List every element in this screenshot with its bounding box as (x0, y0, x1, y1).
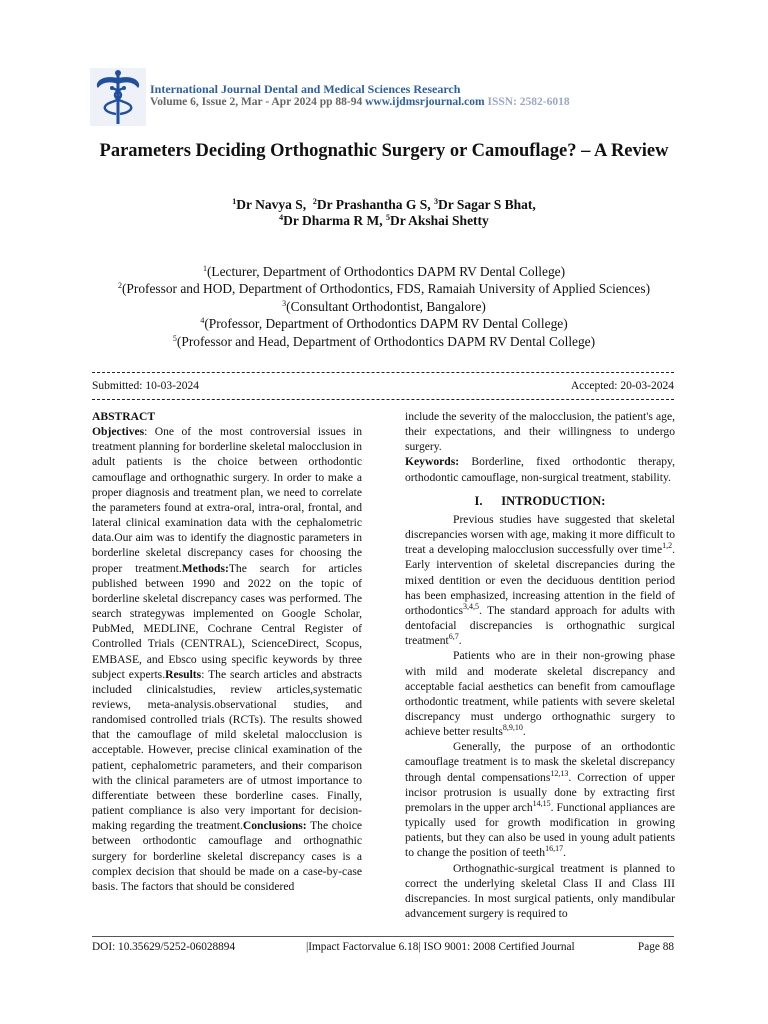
intro-paragraph: Generally, the purpose of an orthodontic camouflage treatment is to mask the skeletal discrepancy through dental compensations$^{12,13}$. Correction of upper incisor protrusion is usually done by extracting first premolars in the upper arch$^{14,15}$. Functional appliances are typically used for growth modification in growing patients, but they can also be used in young adult patients to change the position of teeth$^{16,17}$. (405, 740, 675, 860)
journal-issue-line (150, 96, 570, 108)
right-column (405, 409, 675, 921)
affiliation-item: $^2$(Professor and HOD, Department of Orthodontics, FDS, Ramaiah University of Applied Sciences) (117, 281, 651, 297)
affiliation-item: $^4$(Professor, Department of Orthodontics DAPM RV Dental College) (200, 316, 568, 332)
page-number: Page 88 (637, 941, 674, 953)
affiliation-item: $^5$(Professor and Head, Department of Orthodontics DAPM RV Dental College) (172, 333, 596, 349)
caduceus-icon (90, 68, 146, 126)
issn: ISSN: 2582-6018 (487, 96, 570, 108)
abstract-column (92, 409, 362, 894)
abstract-heading: ABSTRACT (92, 410, 156, 423)
abstract-body: Objectives: One of the most controversial issues in treatment planning for borderline skeletal malocclusion in adult patients is the choice between orthodontic camouflage and orthognathic surgery. In order to make a proper diagnosis and treatment plan, we need to correlate the parameters found at extra-oral, intra-oral, frontal, and lateral clinical examination data with the cephalometric data.Our aim was to identify the diagnostic parameters in borderline skeletal discrepancy cases for choosing the proper treatment.Methods:The search for articles published between 1990 and 2022 on the topic of borderline skeletal discrepancy cases was performed. The search strategywas implemented on Google Scholar, PubMed, MEDLINE, Cochrane Central Register of Controlled Trials (CENTRAL), ScienceDirect, Scopus, EMBASE, and Ebsco using specific keywords by three subject experts.Results: The search articles and abstracts included clinicalstudies, review articles,systematic reviews, meta-analysis.observational studies, and randomised controlled trials (RCTs). The results showed that the camouflage of mild skeletal malocclusion is acceptable. However, precise clinical examination of the patient, cephalometric parameters, and their comparison with the clinical parameters are of utmost importance to differentiate between these borderline cases. Finally, patient compliance is also very important for decision-making regarding the treatment.Conclusions: The choice between orthodontic camouflage and orthognathic surgery for borderline skeletal discrepancy cases is a complex decision that should be made on a case-by-case basis. The factors that should be considered (92, 425, 362, 893)
divider (92, 399, 674, 400)
author-name: Dr Prashantha G S, (316, 197, 431, 212)
intro-paragraph: Previous studies have suggested that skeletal discrepancies worsen with age, making it more difficult to treat a developing malocclusion successfully over time$^{1,2}$. Early intervention of skeletal discrepancies during the mixed dentition or even the deciduous dentition period has been emphasized, increasing attention in the field of orthodontics$^{3,4,5}$. The standard approach for adults with dentofacial discrepancies is orthognathic surgical treatment$^{6,7}$. (405, 512, 675, 648)
volume-info: Volume 6, Issue 2, Mar - Apr 2024 pp 88-94 (150, 96, 363, 108)
author-name: Dr Dharma R M, (283, 213, 383, 228)
affiliations (80, 263, 688, 350)
intro-paragraph: Orthognathic-surgical treatment is planned to correct the underlying skeletal Class II and Class III discrepancies. In most surgical patients, only mandibular advancement surgery is required to (405, 861, 675, 920)
accepted-date: Accepted: 20-03-2024 (570, 380, 674, 392)
author-name: Dr Sagar S Bhat, (438, 197, 536, 212)
intro-paragraph: Patients who are in their non-growing phase with mild and moderate skeletal discrepancy and acceptable facial aesthetics can benefit from camouflage orthodontic treatment, while patients with severe skeletal discrepancy must undergo orthognathic surgery to achieve better results$^{8,9,10}$. (405, 649, 675, 739)
impact-factor: |Impact Factorvalue 6.18| ISO 9001: 2008 Certified Journal (306, 941, 575, 953)
affiliation-item: $^3$(Consultant Orthodontist, Bangalore) (282, 298, 486, 314)
affiliation-item: $^1$(Lecturer, Department of Orthodontics DAPM RV Dental College) (202, 264, 566, 279)
abstract-continued: include the severity of the malocclusion, the patient's age, their expectations, and their willingness to undergo surgery. (405, 410, 675, 454)
divider (92, 372, 674, 373)
author-name: Dr Akshai Shetty (390, 213, 489, 228)
author-list: $^1$Dr Navya S, $^2$Dr Prashantha G S, $^3$Dr Sagar S Bhat, $^4$Dr Dharma R M, $^5$Dr Akshai Shetty (232, 197, 536, 228)
doi: DOI: 10.35629/5252-06028894 (92, 941, 236, 953)
introduction-heading: I. INTRODUCTION: (474, 493, 606, 508)
paper-title: Parameters Deciding Orthognathic Surgery or Camouflage? – A Review (99, 141, 669, 161)
author-name: Dr Navya S, (236, 197, 307, 212)
footer-divider (92, 936, 674, 937)
journal-name: International Journal Dental and Medical Sciences Research (150, 82, 461, 96)
journal-website-link[interactable]: www.ijdmsrjournal.com (365, 96, 485, 108)
keywords: Keywords: Borderline, fixed orthodontic therapy, orthodontic camouflage, non-surgical treatment, stability. (405, 455, 675, 484)
submitted-date: Submitted: 10-03-2024 (92, 380, 200, 392)
